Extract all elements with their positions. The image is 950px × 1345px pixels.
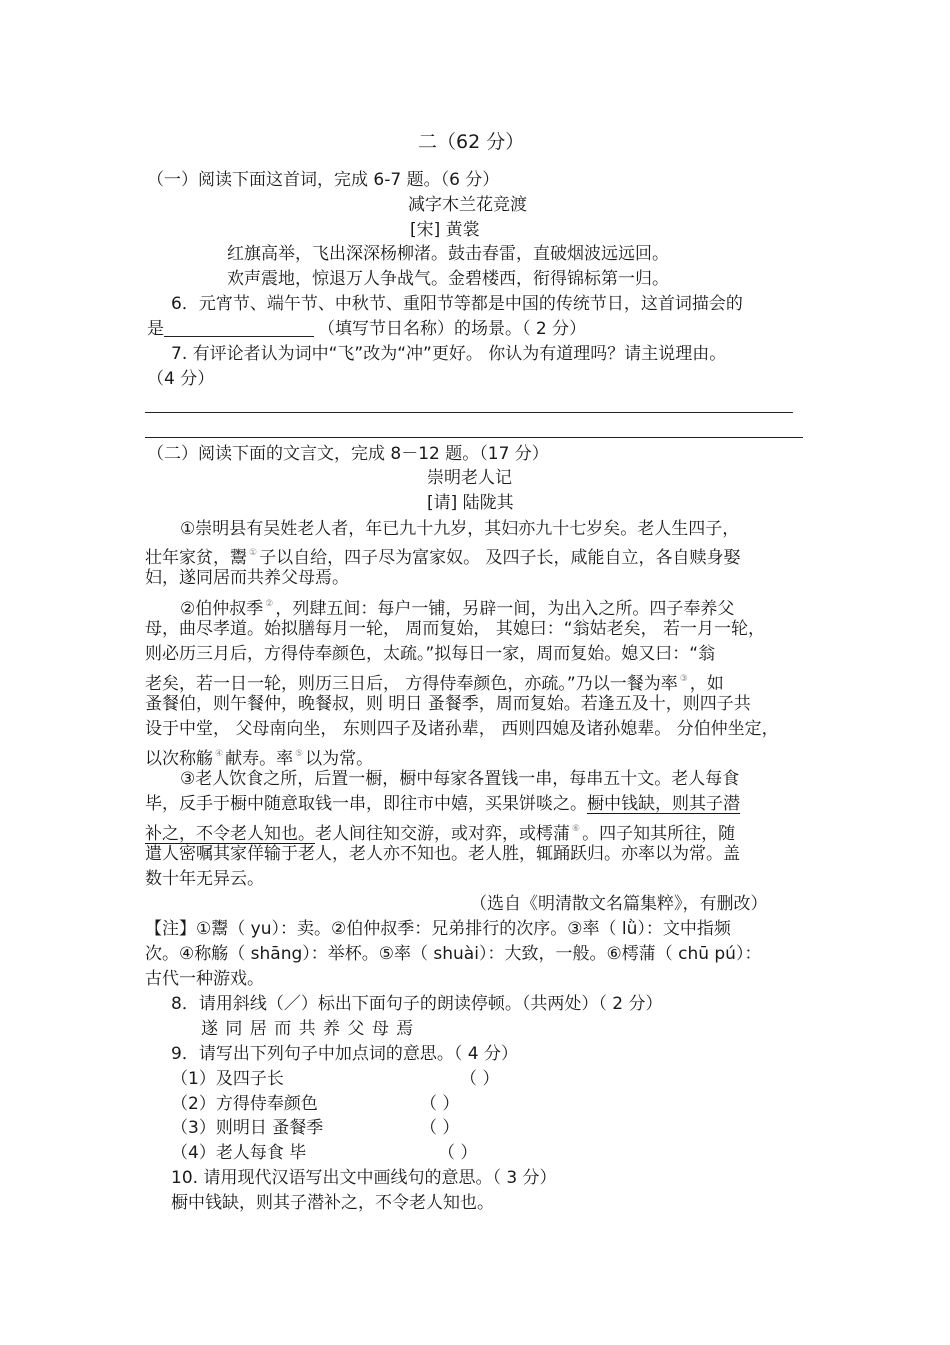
part1-intro: （一）阅读下面这首词，完成 6-7 题。（6 分） — [147, 170, 500, 190]
question-10-sentence: 橱中钱缺，则其子潜补之，不令老人知也。 — [171, 1193, 494, 1213]
para2-line-2: 母，曲尽孝道。始拟膳每月一轮， 周而复始， 其媳曰：“翁姑老矣， 若一月一轮， — [145, 619, 766, 639]
q9-answer-paren[interactable]: （ ） — [420, 1118, 460, 1138]
question-7-line-1: 7. 有评论者认为词中“飞”改为“冲”更好。 你认为有道理吗？请主说理由。 — [171, 344, 727, 364]
para3-line-2 — [145, 793, 740, 815]
question-9: 9．请写出下列句子中加点词的意思。（ 4 分） — [171, 1044, 518, 1064]
poem-title: 减字木兰花竞渡 — [408, 195, 527, 215]
question-8: 8．请用斜线（／）标出下面句子的朗读停顿。（共两处）（ 2 分） — [171, 994, 663, 1014]
passage-author: [请] 陆陇其 — [427, 493, 514, 513]
q9-answer-paren[interactable]: （ ） — [420, 1094, 460, 1114]
text-fragment: 。四子知其所往，随 — [582, 824, 736, 844]
text-fragment: 老人间往知交游，或对弈，或樗蒲 — [315, 824, 570, 844]
text-fragment: ，列肆五间：每户一铺，另辟一间，为出入之所。四子奉养父 — [275, 599, 735, 619]
q9-answer-paren[interactable]: （ ） — [460, 1069, 500, 1089]
question-7-line-2: （4 分） — [147, 369, 215, 389]
section-title: 二（62 分） — [418, 131, 525, 153]
text-fragment: 老矣，若一日一轮，则历三日后， 方得侍奉颜色，亦疏。”乃以一餐为率 — [145, 674, 678, 694]
answer-line-2[interactable] — [145, 437, 803, 438]
para3-line-5: 数十年无异云。 — [145, 869, 264, 889]
q9-item-label: （1）及四子长 — [171, 1069, 284, 1089]
question-6-line-2 — [147, 318, 586, 340]
q6-answer-blank[interactable] — [164, 319, 314, 337]
footnote-mark: ① — [249, 548, 258, 558]
underlined-sentence-part-1: 橱中钱缺，则其子潜 — [587, 794, 740, 814]
para3-line-1: ③老人饮食之所，后置一橱，橱中每家各置钱一串，每串五十文。老人每食 — [180, 769, 740, 789]
source-citation: （选自《明清散文名篇集粹》，有删改） — [470, 894, 768, 914]
text-fragment: 献寿。率 — [225, 749, 294, 769]
text-fragment: 毕，反手于橱中随意取钱一串，即往市中嬉，买果饼啖之。 — [145, 794, 587, 814]
para2-line-7 — [145, 743, 373, 770]
footnote-mark: ② — [265, 599, 274, 609]
q9-item-label: （3）则明日 蚤餐季 — [171, 1118, 324, 1138]
part2-intro: （二）阅读下面的文言文，完成 8－12 题。（17 分） — [147, 444, 549, 464]
para1-line-3: 妇，遂同居而共养父母焉。 — [145, 568, 349, 588]
footnote-mark: ④ — [215, 749, 224, 759]
para2-line-3: 则必历三月后，方得侍奉颜色，太疏。”拟每日一家，周而复始。媳又曰：“翁 — [145, 644, 716, 664]
text-fragment: 以次称觞 — [145, 749, 213, 769]
text-fragment: 子以自给，四子尽为富家奴。 及四子长，咸能自立，各自赎身娶 — [259, 548, 741, 568]
q9-item-label: （2）方得侍奉颜色 — [171, 1094, 318, 1114]
question-10: 10. 请用现代汉语写出文中画线句的意思。（ 3 分） — [171, 1168, 557, 1188]
footnote-mark: ③ — [679, 674, 688, 684]
para1-line-1: ①崇明县有吴姓老人者，年已九十九岁，其妇亦九十七岁矣。老人生四子， — [180, 519, 740, 539]
text-fragment: 以为常。 — [305, 749, 374, 769]
q6-prefix: 是 — [147, 319, 164, 339]
para3-line-4: 遣人密嘱其家佯输于老人，老人亦不知也。老人胜，辄踊跃归。亦率以为常。盖 — [145, 844, 740, 864]
answer-line-1[interactable] — [145, 412, 793, 413]
para2-line-4 — [145, 668, 724, 695]
q9-answer-paren[interactable]: （ ） — [438, 1143, 478, 1163]
text-fragment: 壮年家贫，鬻 — [145, 548, 247, 568]
q9-item-label: （4）老人每食 毕 — [171, 1143, 307, 1163]
para1-line-2 — [145, 542, 740, 569]
poem-author: [宋] 黄裳 — [410, 220, 480, 240]
footnote-mark: ⑤ — [295, 749, 304, 759]
poem-line-2: 欢声震地，惊退万人争战气。金碧楼西，衔得锦标第一归。 — [227, 269, 669, 289]
q6-suffix: （填写节日名称）的场景。（ 2 分） — [318, 319, 587, 339]
footnote-mark: ⑥ — [572, 824, 581, 834]
para3-line-3 — [145, 818, 735, 845]
question-8-sentence: 遂 同 居 而 共 养 父 母 焉 — [201, 1019, 414, 1039]
question-6-line-1: 6．元宵节、端午节、中秋节、重阳节等都是中国的传统节日，这首词描会的 — [171, 294, 743, 314]
notes-line-1: 【注】①鬻（ yu）：卖。②伯仲叔季：兄弟排行的次序。③率（ lǜ）：文中指频 — [145, 919, 731, 939]
poem-line-1: 红旗高举，飞出深深杨柳渚。鼓击春雷，直破烟波远远回。 — [227, 244, 669, 264]
para2-line-5: 蚤餐伯，则午餐仲，晚餐叔，则 明日 蚤餐季，周而复始。若逢五及十，则四子共 — [145, 694, 751, 714]
para2-line-1 — [180, 593, 734, 620]
underlined-sentence-part-2: 补之，不令老人知也。 — [145, 824, 315, 844]
text-fragment: ，如 — [689, 674, 724, 694]
para2-line-6: 设于中堂， 父母南向坐， 东则四子及诸孙辈， 西则四媳及诸孙媳辈。 分伯仲坐定， — [145, 719, 779, 739]
text-fragment: ②伯仲叔季 — [180, 599, 264, 619]
passage-title: 崇明老人记 — [427, 468, 512, 488]
notes-line-2: 次。④称觞（ shāng）：举杯。⑤率（ shuài）：大致，一般。⑥樗蒲（ chū pú）： — [145, 944, 762, 964]
notes-line-3: 古代一种游戏。 — [145, 969, 264, 989]
